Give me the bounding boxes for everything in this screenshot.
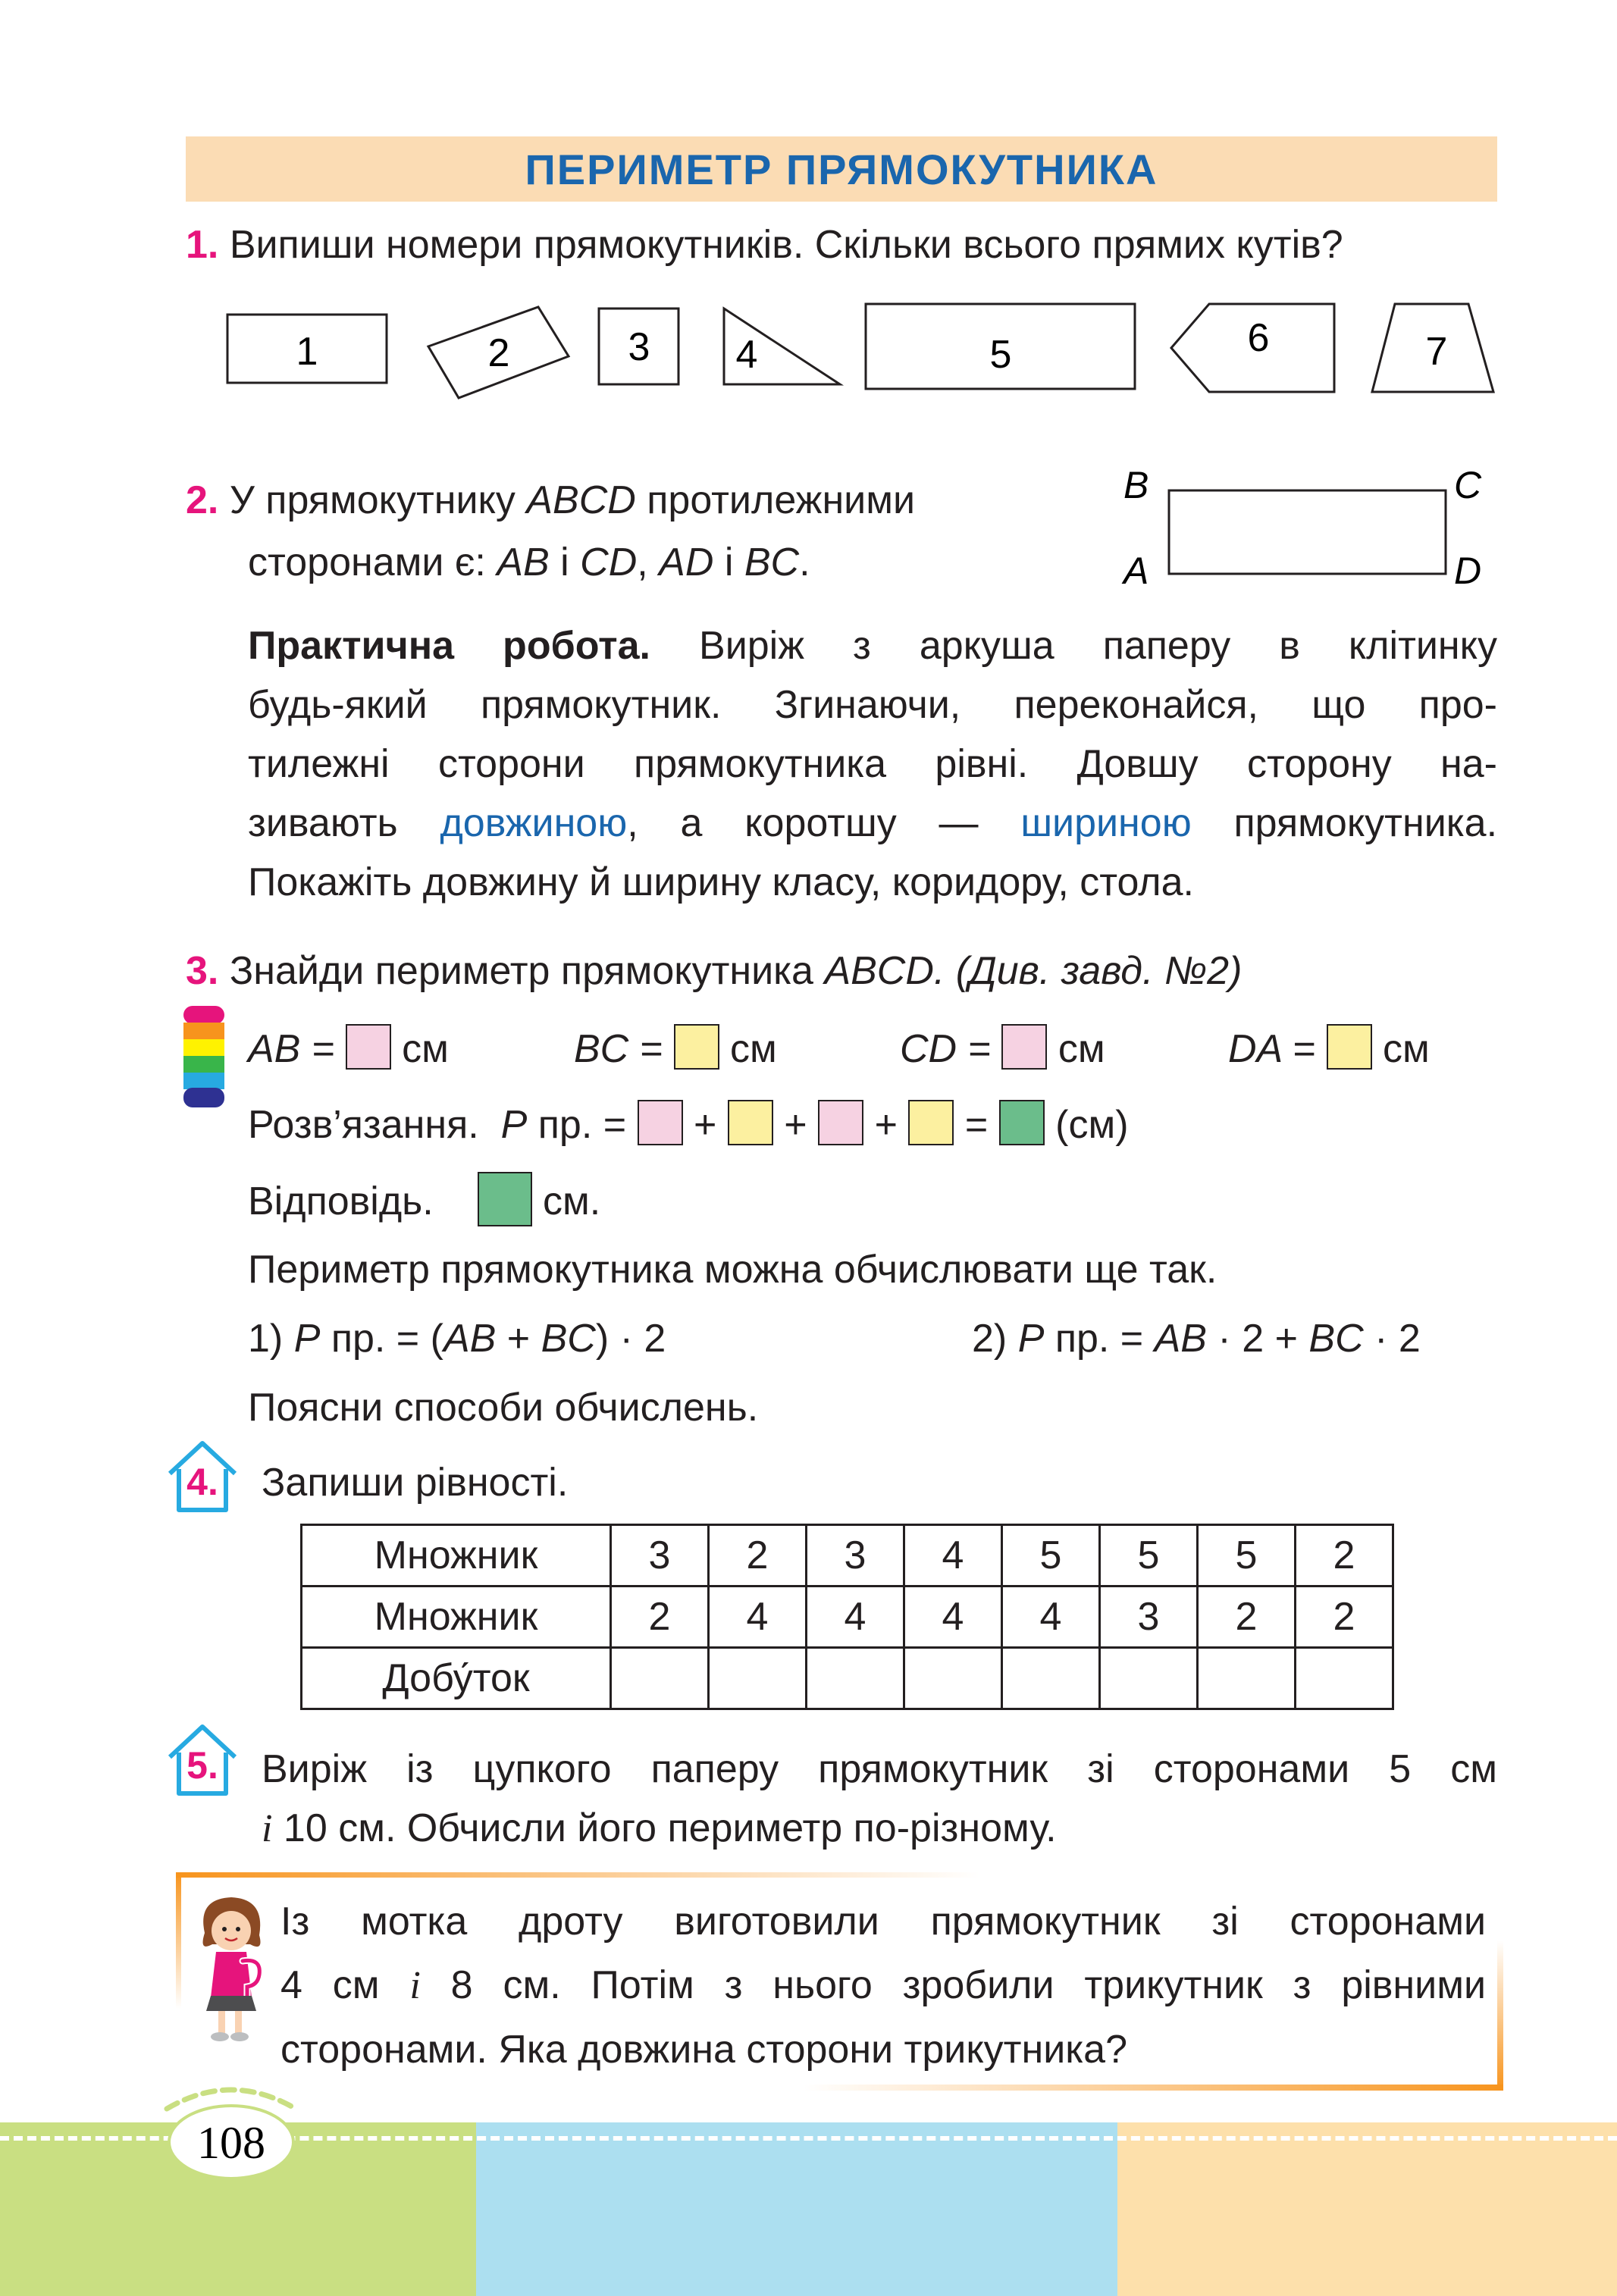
task3-reference: ABCD. (Див. завд. №2) bbox=[824, 949, 1243, 993]
side-bc: BC bbox=[744, 540, 800, 584]
task3-da bbox=[1228, 1020, 1430, 1079]
term-length: довжиною bbox=[440, 801, 628, 845]
row-header: Добу́ток bbox=[302, 1648, 611, 1709]
page-number: 108 bbox=[197, 2118, 265, 2168]
shape-6-label: 6 bbox=[1247, 316, 1270, 360]
practical-text: , а коротшу — bbox=[627, 801, 1021, 845]
practical-line4 bbox=[248, 794, 1497, 853]
solution-line bbox=[248, 1095, 1129, 1154]
girl-question-icon bbox=[190, 1891, 277, 2047]
page-title: ПЕРИМЕТР ПРЯМОКУТНИКА bbox=[525, 145, 1158, 193]
puzzle-paragraph bbox=[280, 1890, 1486, 2081]
task1-text: Випиши номери прямокутників. Скільки всього прямих кутів? bbox=[229, 223, 1343, 267]
side-bc: BC bbox=[541, 1317, 596, 1361]
task5-text: і bbox=[262, 1807, 273, 1850]
task5-line2 bbox=[262, 1799, 1497, 1859]
answer-line bbox=[248, 1172, 600, 1231]
task3-ab bbox=[248, 1020, 449, 1079]
plus-sign: + bbox=[694, 1103, 717, 1147]
practical-line2: будь-який прямокутник. Згинаючи, переконайся, що про- bbox=[248, 683, 1497, 727]
bc-answer-box[interactable] bbox=[674, 1024, 719, 1070]
product-cell[interactable] bbox=[1100, 1648, 1198, 1709]
unit-label: см. bbox=[542, 1179, 601, 1223]
footer-band-orange bbox=[1117, 2122, 1617, 2296]
perimeter-symbol: P bbox=[1017, 1317, 1045, 1361]
task2-number: 2. bbox=[186, 478, 219, 522]
task2-text: протилежними bbox=[635, 478, 916, 522]
puzzle-text: 4 см bbox=[280, 1963, 410, 2007]
vertex-a: A bbox=[1123, 550, 1149, 592]
also-text: Периметр прямокутника можна обчислювати ще так. bbox=[248, 1248, 1217, 1292]
practical-text: зивають bbox=[248, 801, 440, 845]
bc-label: BC = bbox=[574, 1027, 663, 1071]
product-cell[interactable] bbox=[1002, 1648, 1100, 1709]
formula-text: 2) bbox=[972, 1317, 1018, 1361]
ab-answer-box[interactable] bbox=[346, 1024, 391, 1070]
perimeter-symbol: P bbox=[500, 1103, 528, 1147]
table-cell: 3 bbox=[807, 1525, 904, 1587]
puzzle-text: і bbox=[409, 1964, 421, 2007]
side-ab: AB bbox=[1154, 1317, 1207, 1361]
plus-sign: + bbox=[784, 1103, 807, 1147]
task4-number: 4. bbox=[186, 1461, 218, 1503]
perimeter-suffix: пр. = bbox=[527, 1103, 627, 1147]
puzzle-left-border bbox=[176, 1872, 181, 2009]
page-number-badge bbox=[144, 2077, 318, 2183]
practical-line1 bbox=[248, 616, 1497, 675]
table-row bbox=[302, 1587, 1393, 1648]
table-cell: 2 bbox=[1296, 1525, 1393, 1587]
product-cell[interactable] bbox=[1296, 1648, 1393, 1709]
solution-label: Розв’язання. bbox=[248, 1103, 479, 1147]
task2-line1 bbox=[186, 471, 915, 530]
unit-label: см bbox=[1058, 1027, 1105, 1071]
da-label: DA = bbox=[1228, 1027, 1316, 1071]
table-cell: 5 bbox=[1198, 1525, 1296, 1587]
title-banner bbox=[186, 136, 1497, 202]
task1-shapes bbox=[212, 292, 1501, 406]
puzzle-right-border bbox=[1497, 1940, 1503, 2091]
solution-box-1[interactable] bbox=[638, 1100, 683, 1145]
vertex-c: C bbox=[1454, 466, 1482, 506]
formula-text: 1) bbox=[248, 1317, 294, 1361]
task2-line2 bbox=[248, 533, 810, 592]
task3-bc bbox=[574, 1020, 777, 1079]
table-cell: 4 bbox=[1002, 1587, 1100, 1648]
task2-text: У прямокутнику bbox=[229, 478, 527, 522]
abcd-rectangle-diagram bbox=[1114, 466, 1501, 595]
explain-text: Поясни способи обчислень. bbox=[248, 1386, 759, 1430]
task3-cd bbox=[900, 1020, 1105, 1079]
table-row bbox=[302, 1525, 1393, 1587]
table-row bbox=[302, 1648, 1393, 1709]
task5-number: 5. bbox=[186, 1744, 218, 1787]
shape-4-label: 4 bbox=[735, 333, 758, 377]
formula-text: · 2 bbox=[1363, 1317, 1421, 1361]
formula-text: · 2 + bbox=[1206, 1317, 1309, 1361]
shape-5-label: 5 bbox=[989, 333, 1012, 377]
practical-heading: Практична робота. bbox=[248, 624, 650, 668]
table-cell: 3 bbox=[611, 1525, 709, 1587]
table-cell: 2 bbox=[709, 1525, 807, 1587]
side-ab: AB bbox=[443, 1317, 497, 1361]
footer-band-blue bbox=[476, 2122, 1117, 2296]
puzzle-top-border bbox=[176, 1872, 979, 1878]
table-cell: 4 bbox=[904, 1525, 1002, 1587]
ab-label: AB = bbox=[248, 1027, 335, 1071]
row-header: Множник bbox=[302, 1587, 611, 1648]
practical-paragraph bbox=[248, 616, 1497, 912]
puzzle-line1: Із мотка дроту виготовили прямокутник зі сторонами bbox=[280, 1900, 1486, 1944]
shape-7-label: 7 bbox=[1425, 330, 1448, 374]
vertex-b: B bbox=[1123, 466, 1149, 506]
table-cell: 2 bbox=[1198, 1587, 1296, 1648]
answer-box[interactable] bbox=[478, 1172, 532, 1226]
shape-1-label: 1 bbox=[296, 330, 318, 374]
house-number-badge bbox=[165, 1439, 240, 1514]
unit-label: (см) bbox=[1055, 1103, 1129, 1147]
term-width: шириною bbox=[1020, 801, 1192, 845]
task2-text: сторонами є: bbox=[248, 540, 497, 584]
da-answer-box[interactable] bbox=[1327, 1024, 1372, 1070]
product-cell[interactable] bbox=[709, 1648, 807, 1709]
unit-label: см bbox=[402, 1027, 449, 1071]
formula-text: пр. = bbox=[1044, 1317, 1155, 1361]
perimeter-symbol: P bbox=[293, 1317, 321, 1361]
vertex-d: D bbox=[1454, 550, 1482, 592]
solution-box-3[interactable] bbox=[818, 1100, 863, 1145]
task2-text: . bbox=[799, 540, 810, 584]
task3-number: 3. bbox=[186, 949, 219, 993]
rainbow-marker-icon bbox=[180, 1006, 227, 1108]
solution-box-4[interactable] bbox=[908, 1100, 954, 1145]
task1-number: 1. bbox=[186, 223, 219, 267]
task2-text: , bbox=[637, 540, 660, 584]
practical-line5: Покажіть довжину й ширину класу, коридору, стола. bbox=[248, 860, 1194, 904]
table-cell: 5 bbox=[1100, 1525, 1198, 1587]
solution-box-2[interactable] bbox=[728, 1100, 773, 1145]
product-cell[interactable] bbox=[611, 1648, 709, 1709]
puzzle-bottom-border bbox=[804, 2085, 1503, 2091]
product-cell[interactable] bbox=[1198, 1648, 1296, 1709]
practical-line3: тилежні сторони прямокутника рівні. Довшу сторону на- bbox=[248, 742, 1497, 786]
task2-text: і bbox=[549, 540, 581, 584]
table-cell: 4 bbox=[807, 1587, 904, 1648]
task3-text: Знайди периметр прямокутника bbox=[229, 949, 825, 993]
task1-line bbox=[186, 215, 1343, 274]
task5-text: 10 см. Обчисли його периметр по-різному. bbox=[272, 1806, 1057, 1850]
formula-text: + bbox=[496, 1317, 541, 1361]
cd-label: CD = bbox=[900, 1027, 991, 1071]
side-ad: AD bbox=[659, 540, 714, 584]
task2-text: і bbox=[713, 540, 744, 584]
table-cell: 3 bbox=[1100, 1587, 1198, 1648]
unit-label: см bbox=[1383, 1027, 1430, 1071]
answer-label: Відповідь. bbox=[248, 1179, 434, 1223]
table-cell: 4 bbox=[709, 1587, 807, 1648]
table-cell: 2 bbox=[611, 1587, 709, 1648]
shape-3-label: 3 bbox=[628, 325, 650, 369]
cd-answer-box[interactable] bbox=[1001, 1024, 1047, 1070]
table-cell: 5 bbox=[1002, 1525, 1100, 1587]
task4-text: Запиши рівності. bbox=[262, 1461, 569, 1505]
plus-sign: + bbox=[874, 1103, 898, 1147]
product-cell[interactable] bbox=[904, 1648, 1002, 1709]
puzzle-text: 8 см. Потім з нього зробили трикутник з рівними bbox=[420, 1963, 1486, 2007]
puzzle-line2 bbox=[280, 1953, 1486, 2018]
house-number-badge bbox=[165, 1722, 240, 1798]
row-header: Множник bbox=[302, 1525, 611, 1587]
table-cell: 4 bbox=[904, 1587, 1002, 1648]
side-ab: AB bbox=[497, 540, 550, 584]
formula-text: пр. = ( bbox=[320, 1317, 443, 1361]
formula-text: ) · 2 bbox=[595, 1317, 666, 1361]
table-cell: 2 bbox=[1296, 1587, 1393, 1648]
product-cell[interactable] bbox=[807, 1648, 904, 1709]
unit-label: см bbox=[729, 1027, 777, 1071]
formula-1 bbox=[248, 1309, 666, 1368]
task5-paragraph bbox=[262, 1740, 1497, 1859]
side-cd: CD bbox=[580, 540, 638, 584]
formula-2 bbox=[972, 1309, 1421, 1368]
task5-line1: Виріж із цупкого паперу прямокутник зі сторонами 5 см bbox=[262, 1747, 1497, 1791]
practical-text: Виріж з аркуша паперу в клітинку bbox=[650, 624, 1497, 668]
shape-2-label: 2 bbox=[487, 331, 510, 375]
equals-sign: = bbox=[964, 1103, 989, 1147]
puzzle-line3: сторонами. Яка довжина сторони трикутника? bbox=[280, 2028, 1127, 2072]
task3-line bbox=[186, 941, 1242, 1001]
practical-text: прямокутника. bbox=[1191, 801, 1498, 845]
side-bc: BC bbox=[1308, 1317, 1364, 1361]
task2-abcd: ABCD bbox=[526, 478, 636, 522]
multiplication-table bbox=[300, 1524, 1394, 1710]
solution-result-box[interactable] bbox=[999, 1100, 1045, 1145]
